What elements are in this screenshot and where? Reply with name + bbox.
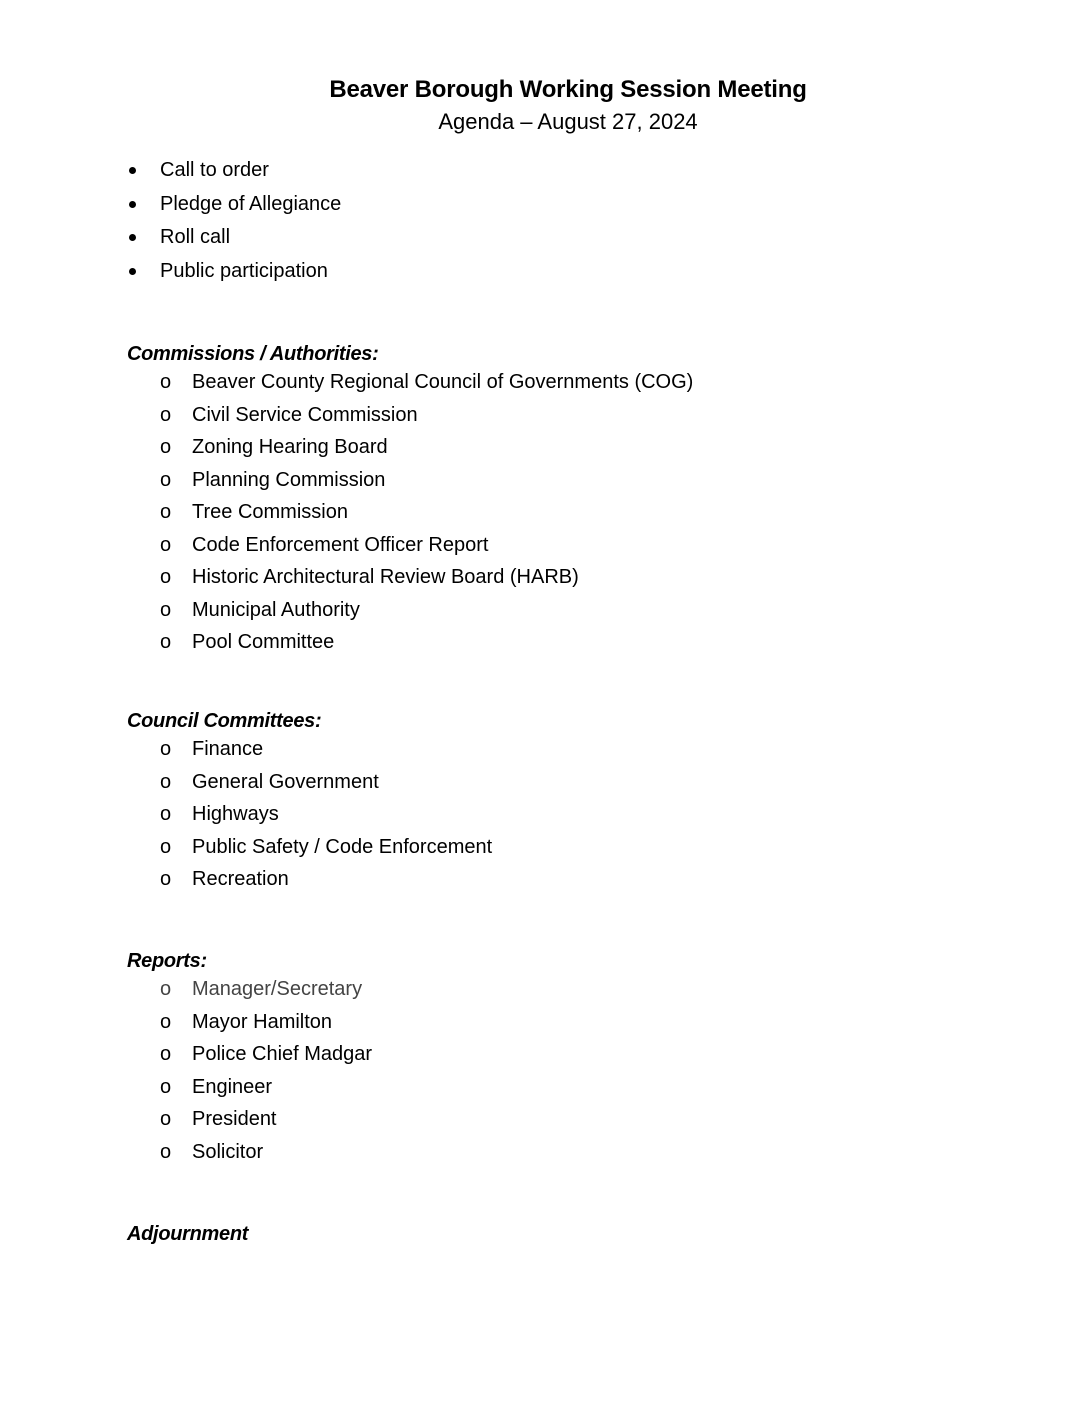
- list-item-label: Planning Commission: [192, 468, 386, 491]
- list-item: [160, 766, 492, 799]
- bullet-icon: [129, 201, 136, 208]
- circle-bullet-icon: o: [160, 1140, 172, 1163]
- list-item: [160, 1136, 372, 1169]
- list-item: [160, 496, 693, 529]
- list-item: [160, 626, 693, 659]
- page-subtitle: Agenda – August 27, 2024: [438, 109, 698, 134]
- list-item-label: Pledge of Allegiance: [160, 192, 342, 215]
- circle-bullet-icon: o: [160, 978, 172, 1000]
- council-committees-heading: Council Committees:: [127, 710, 322, 732]
- adjournment-heading: Adjournment: [127, 1223, 249, 1245]
- list-item-label: Municipal Authority: [192, 598, 360, 621]
- list-item-label: Public Safety / Code Enforcement: [192, 835, 493, 858]
- circle-bullet-icon: o: [160, 770, 172, 793]
- list-item: [127, 188, 341, 222]
- list-item: [160, 733, 492, 766]
- circle-bullet-icon: o: [160, 835, 172, 858]
- circle-bullet-icon: o: [160, 1010, 172, 1033]
- list-item-label: Recreation: [192, 868, 289, 890]
- council-committees-list: [160, 733, 492, 896]
- circle-bullet-icon: o: [160, 403, 172, 426]
- list-item-label: Highways: [192, 803, 279, 825]
- list-item: [160, 1071, 372, 1104]
- bullet-icon: [129, 234, 136, 241]
- list-item-label: President: [192, 1108, 277, 1130]
- list-item: [160, 973, 372, 1006]
- reports-list: [160, 973, 372, 1168]
- list-item: [127, 154, 341, 188]
- list-item-label: Police Chief Madgar: [192, 1043, 373, 1065]
- list-item: [160, 399, 693, 432]
- circle-bullet-icon: o: [160, 468, 172, 491]
- list-item-label: Public participation: [160, 260, 328, 283]
- circle-bullet-icon: o: [160, 631, 172, 653]
- commissions-list: [160, 366, 693, 659]
- list-item: [127, 221, 341, 255]
- list-item-label: Call to order: [160, 159, 269, 181]
- list-item-label: Engineer: [192, 1075, 273, 1098]
- circle-bullet-icon: o: [160, 1043, 172, 1065]
- list-item: [160, 431, 693, 464]
- list-item-label: Solicitor: [192, 1140, 264, 1163]
- reports-heading: Reports:: [127, 950, 207, 972]
- list-item: [160, 1038, 372, 1071]
- list-item-label: Civil Service Commission: [192, 403, 418, 426]
- circle-bullet-icon: o: [160, 566, 172, 588]
- list-item: [160, 464, 693, 497]
- circle-bullet-icon: o: [160, 371, 172, 393]
- list-item-label: Tree Commission: [192, 501, 348, 523]
- circle-bullet-icon: o: [160, 868, 172, 890]
- circle-bullet-icon: o: [160, 1075, 172, 1098]
- list-item-label: Zoning Hearing Board: [192, 436, 388, 458]
- bullet-icon: [129, 167, 136, 174]
- list-item-label: General Government: [192, 770, 379, 793]
- list-item-label: Pool Committee: [192, 631, 335, 653]
- list-item: [127, 255, 341, 289]
- list-item-label: Code Enforcement Officer Report: [192, 533, 489, 556]
- list-item: [160, 863, 492, 896]
- page-title: Beaver Borough Working Session Meeting: [329, 76, 807, 103]
- list-item-label: Manager/Secretary: [192, 978, 363, 1000]
- list-item-label: Historic Architectural Review Board (HARB): [192, 566, 579, 588]
- list-item-label: Mayor Hamilton: [192, 1010, 333, 1033]
- list-item-label: Beaver County Regional Council of Governments (COG): [192, 371, 694, 393]
- list-item: [160, 1006, 372, 1039]
- bullet-icon: [129, 268, 136, 275]
- list-item: [160, 798, 492, 831]
- list-item: [160, 366, 693, 399]
- list-item: [160, 561, 693, 594]
- circle-bullet-icon: o: [160, 598, 172, 621]
- list-item: [160, 1103, 372, 1136]
- list-item-label: Roll call: [160, 226, 231, 249]
- list-item-label: Finance: [192, 738, 264, 760]
- circle-bullet-icon: o: [160, 803, 172, 825]
- commissions-heading: Commissions / Authorities:: [127, 343, 379, 365]
- opening-items-list: [127, 154, 341, 289]
- circle-bullet-icon: o: [160, 436, 172, 458]
- circle-bullet-icon: o: [160, 1108, 172, 1130]
- list-item: [160, 529, 693, 562]
- circle-bullet-icon: o: [160, 501, 172, 523]
- list-item: [160, 594, 693, 627]
- circle-bullet-icon: o: [160, 738, 172, 760]
- list-item: [160, 831, 492, 864]
- circle-bullet-icon: o: [160, 533, 172, 556]
